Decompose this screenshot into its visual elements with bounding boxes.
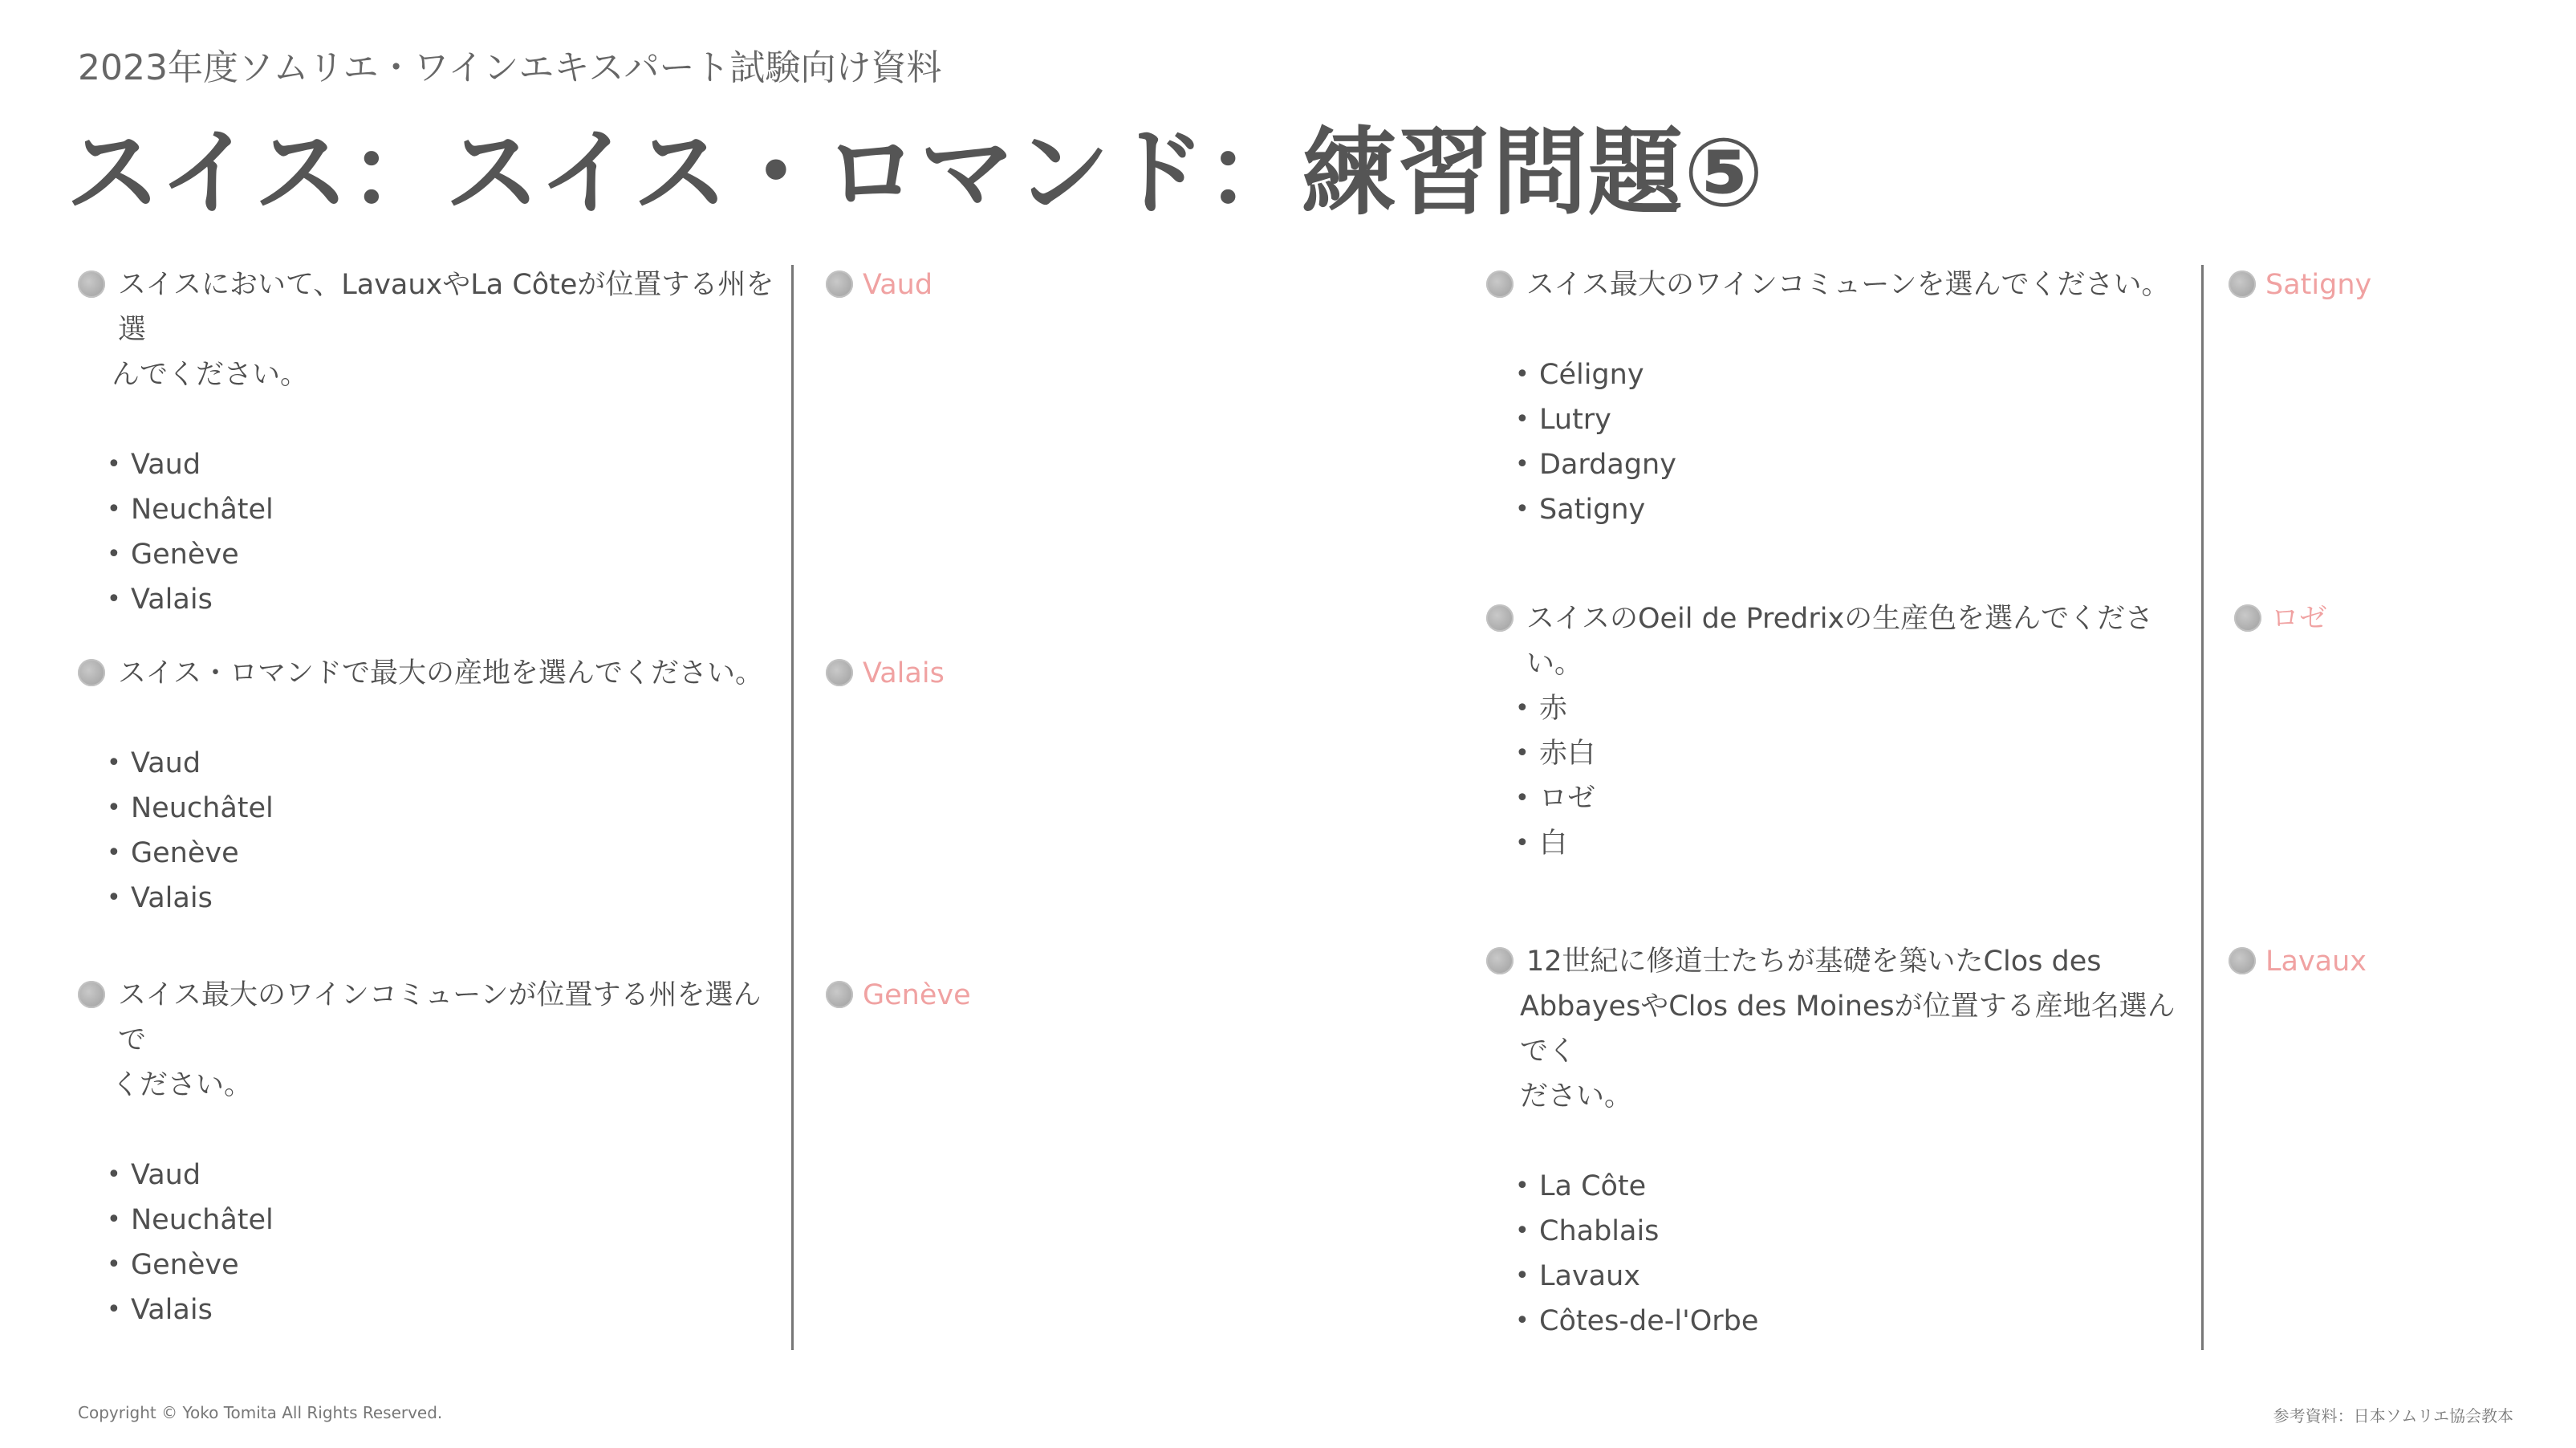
bullet-icon: • — [1515, 1172, 1530, 1200]
question-text-line: スイス最大のワインコミューンを選んでください。 — [1526, 269, 2170, 301]
option-label: Vaud — [131, 449, 201, 481]
question-5 — [1486, 596, 2192, 866]
bullet-icon: • — [1515, 405, 1530, 433]
answer-bullet-icon — [826, 659, 853, 686]
option-item — [1486, 821, 2192, 866]
question-bullet-icon — [78, 659, 105, 686]
answer-2 — [826, 651, 945, 696]
bullet-icon: • — [1515, 1307, 1530, 1335]
question-3 — [78, 973, 784, 1332]
question-bullet-icon — [1486, 270, 1514, 298]
answer-text: Valais — [863, 657, 945, 689]
question-header — [78, 651, 784, 696]
option-item — [78, 532, 784, 577]
question-header — [78, 262, 784, 397]
option-label: Valais — [131, 584, 213, 616]
option-label: Valais — [131, 1294, 213, 1326]
option-item — [78, 1153, 784, 1198]
question-text — [1520, 939, 2192, 1119]
option-label: Vaud — [131, 1159, 201, 1191]
option-label: La Côte — [1539, 1170, 1647, 1202]
option-label: Côtes-de-l'Orbe — [1539, 1305, 1759, 1337]
page-title: スイス：スイス・ロマンド：練習問題⑤ — [66, 117, 1765, 228]
option-label: Neuchâtel — [131, 494, 274, 526]
bullet-icon: • — [107, 540, 121, 568]
bullet-icon: • — [1515, 784, 1530, 812]
question-header — [1486, 596, 2192, 686]
option-list — [1486, 1164, 2192, 1344]
question-text — [118, 651, 784, 696]
answer-text: Satigny — [2265, 269, 2372, 301]
option-label: 赤白 — [1539, 738, 1596, 770]
option-list — [1486, 352, 2192, 532]
answer-bullet-icon — [826, 981, 853, 1008]
question-text-line: スイス最大のワインコミューンが位置する州を選んで — [118, 979, 762, 1056]
option-item — [1486, 352, 2192, 397]
option-item — [1486, 1209, 2192, 1254]
option-item — [1486, 397, 2192, 442]
question-text — [1526, 262, 2192, 307]
bullet-icon: • — [1515, 495, 1530, 523]
option-item — [78, 1243, 784, 1287]
question-4 — [1486, 262, 2192, 532]
question-bullet-icon — [78, 981, 105, 1008]
option-item — [78, 831, 784, 876]
answer-6 — [2229, 939, 2367, 984]
reference-text: 参考資料：日本ソムリエ協会教本 — [2273, 1406, 2513, 1426]
option-item — [1486, 487, 2192, 532]
question-text-line: ください。 — [112, 1069, 253, 1101]
option-item — [78, 1287, 784, 1332]
bullet-icon: • — [1515, 360, 1530, 388]
question-text-line: 12世紀に修道士たちが基礎を築いたClos des — [1526, 946, 2102, 978]
answer-text: Lavaux — [2265, 946, 2367, 978]
option-list — [78, 442, 784, 622]
option-label: Vaud — [131, 747, 201, 779]
option-item — [78, 741, 784, 786]
option-label: Dardagny — [1539, 449, 1676, 481]
option-label: Lavaux — [1539, 1260, 1641, 1292]
option-item — [1486, 1254, 2192, 1299]
column-divider-right — [2201, 265, 2204, 1350]
question-text — [1526, 596, 2192, 686]
bullet-icon: • — [107, 495, 121, 523]
bullet-icon: • — [107, 749, 121, 777]
option-label: Chablais — [1539, 1215, 1660, 1247]
question-1 — [78, 262, 784, 622]
bullet-icon: • — [1515, 1217, 1530, 1245]
answer-text: ロゼ — [2271, 603, 2328, 635]
answer-1 — [826, 262, 932, 307]
answer-bullet-icon — [826, 270, 853, 298]
option-item — [1486, 1299, 2192, 1344]
copyright-text: Copyright © Yoko Tomita All Rights Reserved. — [78, 1403, 443, 1422]
bullet-icon: • — [107, 1251, 121, 1279]
question-bullet-icon — [78, 270, 105, 298]
option-item — [1486, 686, 2192, 731]
option-item — [1486, 442, 2192, 487]
option-label: Valais — [131, 882, 213, 914]
bullet-icon: • — [107, 585, 121, 613]
option-item — [1486, 731, 2192, 776]
option-item — [78, 577, 784, 622]
question-header — [78, 973, 784, 1108]
question-header — [1486, 939, 2192, 1119]
option-label: Neuchâtel — [131, 792, 274, 824]
option-label: 白 — [1539, 828, 1568, 860]
option-item — [78, 442, 784, 487]
option-label: 赤 — [1539, 693, 1568, 725]
answer-5 — [2234, 596, 2327, 641]
question-bullet-icon — [1486, 604, 1514, 632]
option-label: Lutry — [1539, 404, 1611, 436]
question-text-line: スイスにおいて、LavauxやLa Côteが位置する州を選 — [118, 269, 774, 346]
answer-bullet-icon — [2229, 947, 2256, 974]
bullet-icon: • — [1515, 739, 1530, 767]
question-text-line: スイス・ロマンドで最大の産地を選んでください。 — [118, 657, 763, 689]
question-header — [1486, 262, 2192, 307]
bullet-icon: • — [1515, 450, 1530, 478]
option-list — [78, 1153, 784, 1332]
option-item — [78, 487, 784, 532]
option-label: Céligny — [1539, 359, 1644, 391]
column-divider-left — [791, 265, 794, 1350]
option-list — [78, 741, 784, 921]
question-text-line: スイスのOeil de Predrixの生産色を選んでください。 — [1526, 603, 2154, 680]
page-subtitle: 2023年度ソムリエ・ワインエキスパート試験向け資料 — [78, 47, 942, 88]
bullet-icon: • — [107, 839, 121, 867]
answer-bullet-icon — [2234, 604, 2261, 632]
question-text-line: んでください。 — [112, 359, 309, 391]
option-label: ロゼ — [1539, 783, 1596, 815]
answer-text: Vaud — [863, 269, 933, 301]
answer-3 — [826, 973, 971, 1018]
option-item — [1486, 776, 2192, 821]
question-2 — [78, 651, 784, 921]
option-label: Genève — [131, 837, 239, 869]
option-label: Neuchâtel — [131, 1204, 274, 1236]
bullet-icon: • — [1515, 694, 1530, 722]
bullet-icon: • — [1515, 829, 1530, 857]
bullet-icon: • — [107, 884, 121, 912]
answer-4 — [2229, 262, 2371, 307]
option-item — [78, 786, 784, 831]
option-label: Genève — [131, 1249, 239, 1281]
question-text — [112, 973, 784, 1108]
bullet-icon: • — [107, 450, 121, 478]
option-label: Genève — [131, 539, 239, 571]
question-bullet-icon — [1486, 947, 1514, 974]
question-6 — [1486, 939, 2192, 1344]
question-text-line: ださい。 — [1520, 1080, 1633, 1112]
bullet-icon: • — [1515, 1262, 1530, 1290]
answer-bullet-icon — [2229, 270, 2256, 298]
option-label: Satigny — [1539, 494, 1646, 526]
bullet-icon: • — [107, 794, 121, 822]
option-list — [1486, 686, 2192, 866]
bullet-icon: • — [107, 1295, 121, 1324]
question-text-line: AbbayesやClos des Moinesが位置する産地名選んでく — [1520, 990, 2176, 1068]
option-item — [1486, 1164, 2192, 1209]
bullet-icon: • — [107, 1161, 121, 1189]
option-item — [78, 1198, 784, 1243]
bullet-icon: • — [107, 1206, 121, 1234]
question-text — [112, 262, 784, 397]
answer-text: Genève — [863, 979, 971, 1011]
option-item — [78, 876, 784, 921]
